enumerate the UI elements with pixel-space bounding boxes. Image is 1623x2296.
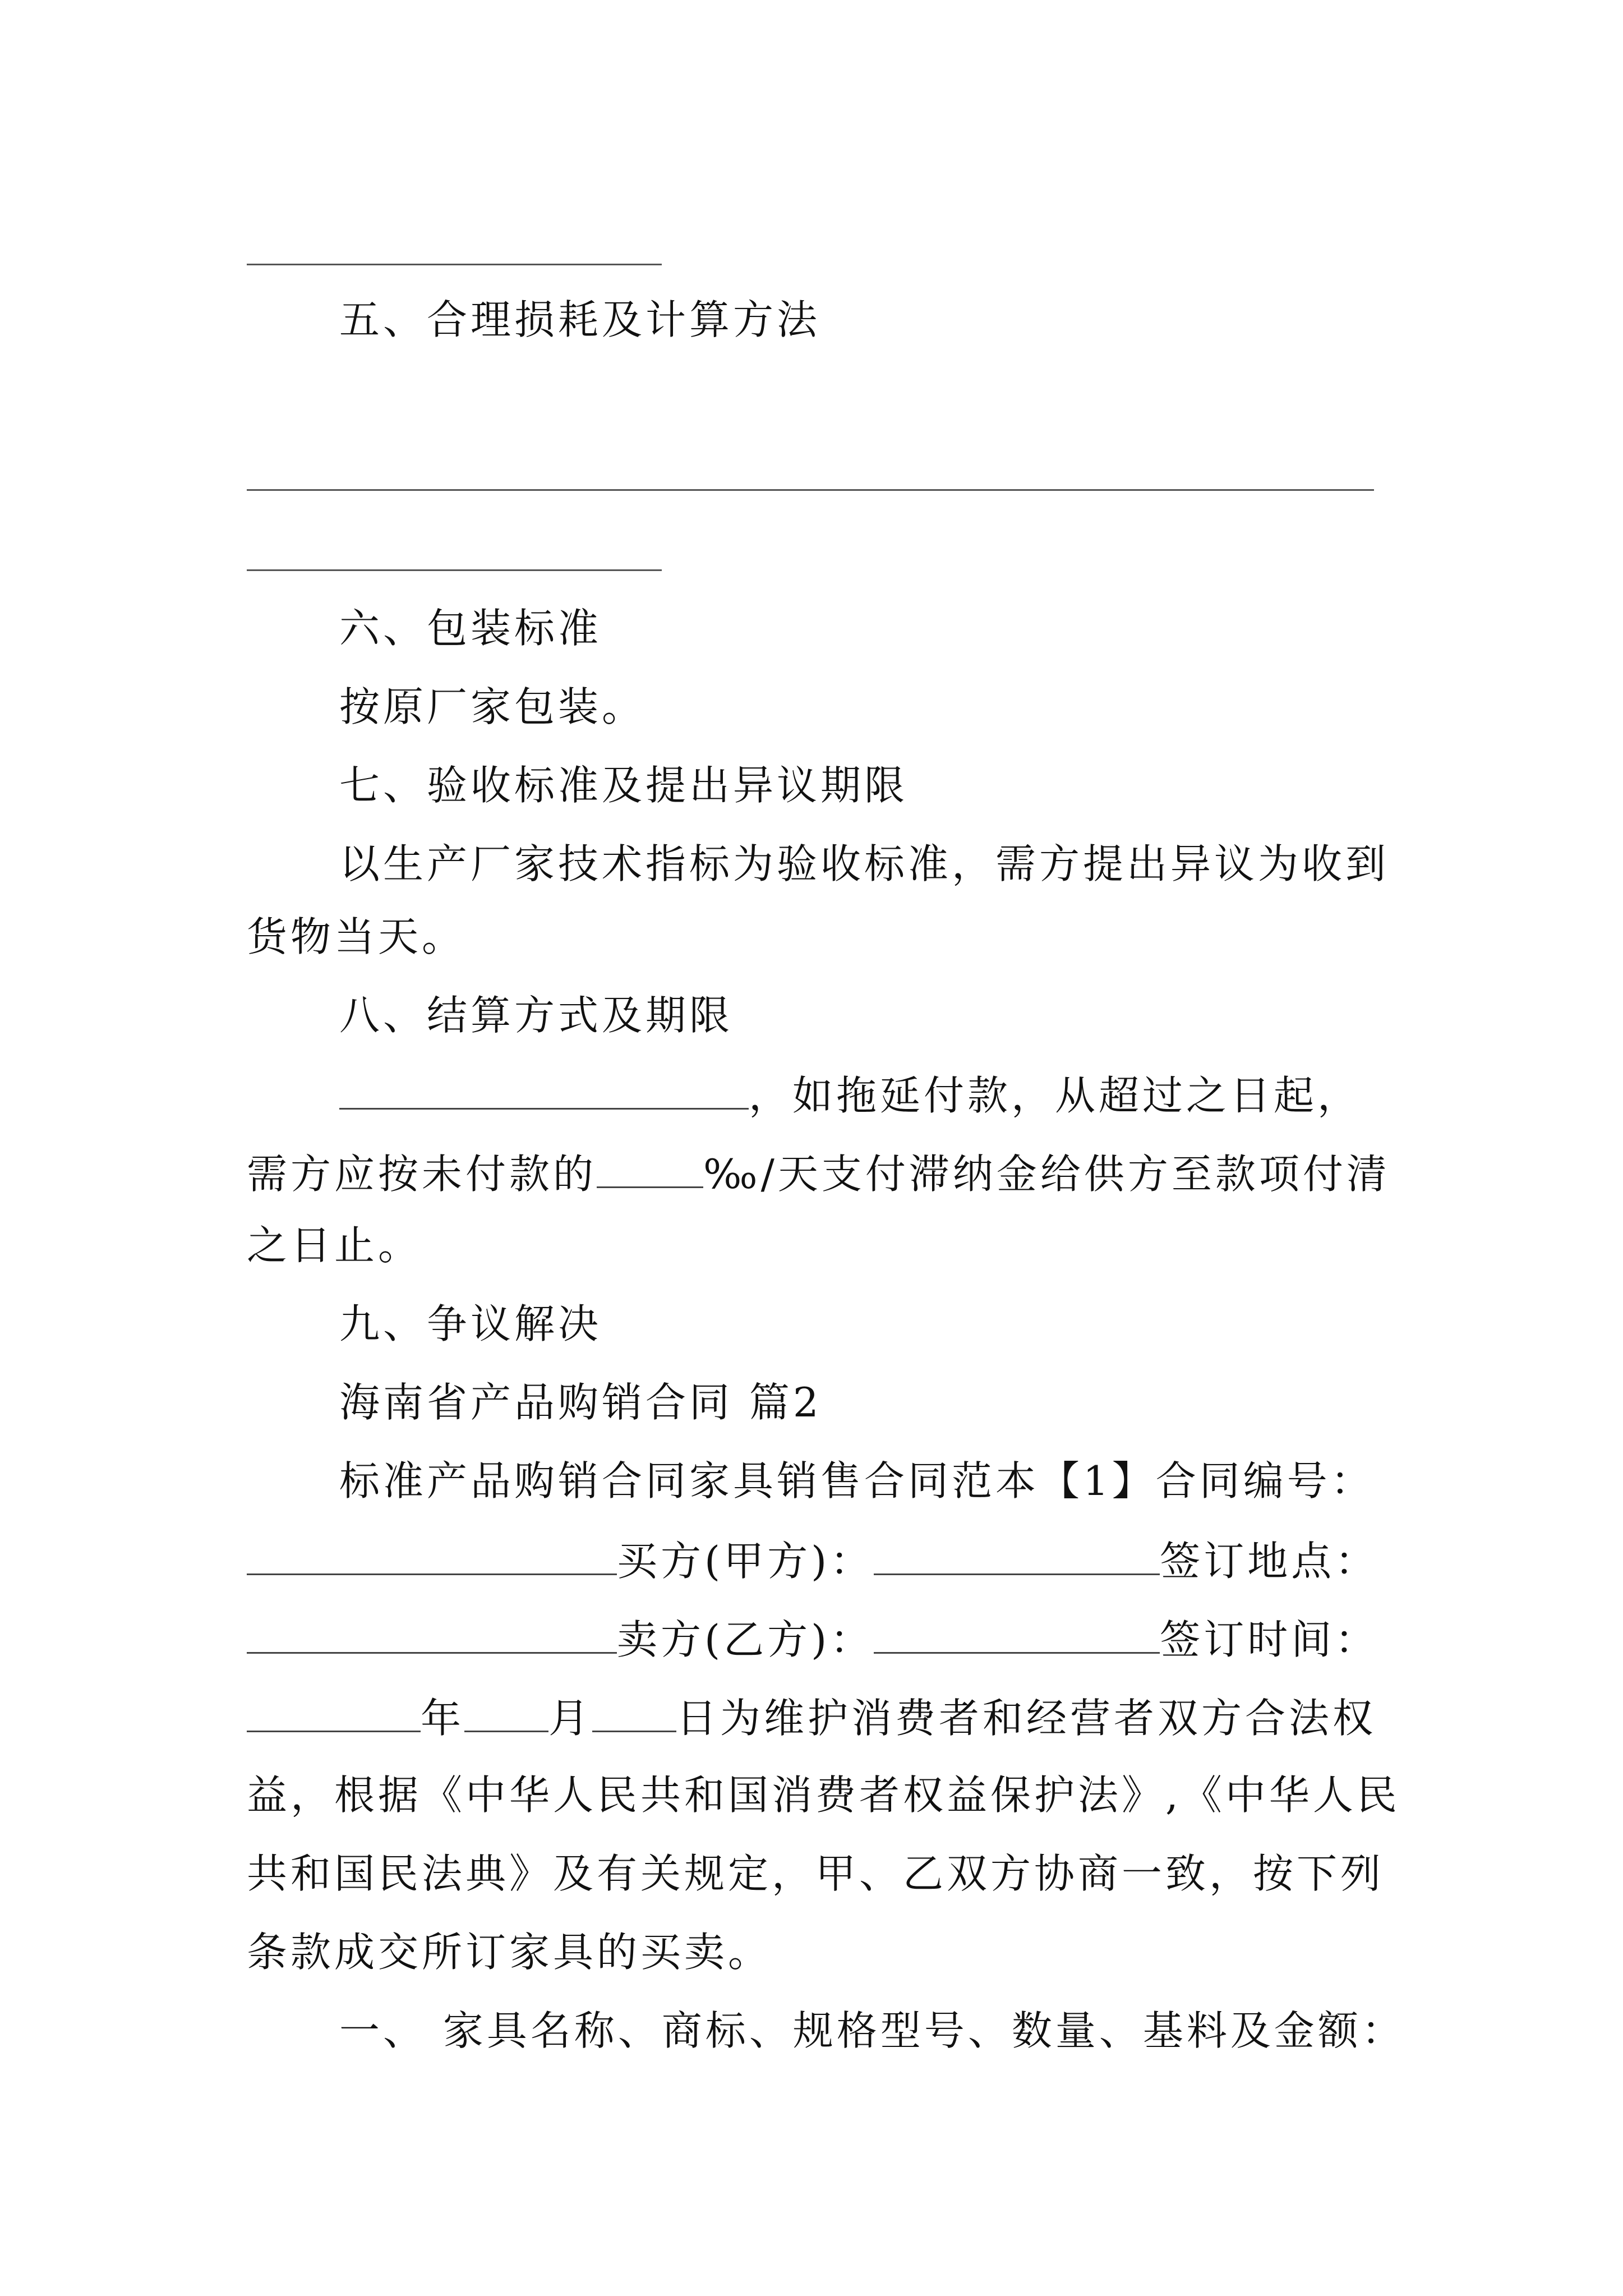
section-8-line-3: 之日止。	[247, 1222, 422, 1269]
payment-method-blank[interactable]	[339, 1069, 749, 1110]
buyer-name-blank[interactable]	[874, 1534, 1160, 1575]
section-7-heading: 七、验收标准及提出异议期限	[339, 762, 909, 809]
paragraph-line-3: 共和国民法典》及有关规定，甲、乙双方协商一致，按下列	[247, 1850, 1385, 1897]
section-6-text: 按原厂家包装。	[339, 683, 646, 730]
seller-label: 卖方(乙方)：	[617, 1616, 874, 1663]
buyer-line	[247, 1534, 1378, 1586]
year-label: 年	[421, 1695, 465, 1742]
section-7-text-line-2: 货物当天。	[247, 913, 466, 960]
section-5-heading: 五、合理损耗及计算方法	[339, 296, 821, 343]
day-blank[interactable]	[592, 1691, 676, 1732]
date-line	[247, 1691, 1376, 1743]
contract-number-blank[interactable]	[247, 1534, 617, 1575]
section-8-line-2	[247, 1147, 1390, 1199]
seller-name-blank[interactable]	[874, 1613, 1160, 1654]
blank-line	[247, 264, 662, 265]
month-label: 月	[548, 1695, 593, 1742]
sign-place-label: 签订地点：	[1160, 1538, 1379, 1585]
penalty-rate-blank[interactable]	[597, 1147, 703, 1188]
month-blank[interactable]	[464, 1691, 548, 1732]
section-9-heading: 九、争议解决	[339, 1300, 602, 1347]
seller-line	[247, 1613, 1378, 1665]
section-8-line-1-text: ，如拖延付款，从超过之日起，	[749, 1072, 1362, 1119]
section-6-heading: 六、包装标准	[339, 605, 602, 652]
section-8-line-2-text-b: ‰/天支付滞纳金给供方至款项付清	[703, 1151, 1390, 1198]
item-1-heading: 一、 家具名称、商标、规格型号、数量、基料及金额：	[339, 2007, 1405, 2054]
paragraph-line-4: 条款成交所订家具的买卖。	[247, 1929, 772, 1976]
section-8-heading: 八、结算方式及期限	[339, 992, 734, 1039]
buyer-label: 买方(甲方)：	[617, 1538, 874, 1585]
section-8-line-2-text-a: 需方应按未付款的	[247, 1151, 597, 1198]
paragraph-line-2: 益，根据《中华人民共和国消费者权益保护法》,《中华人民	[247, 1772, 1400, 1819]
year-blank[interactable]	[247, 1691, 421, 1732]
sign-place-blank[interactable]	[247, 1613, 617, 1654]
section-8-line-1	[339, 1069, 1361, 1121]
sign-time-label: 签订时间：	[1160, 1616, 1379, 1663]
blank-line	[247, 489, 1374, 491]
contract-intro: 标准产品购销合同家具销售合同范本【1】合同编号：	[339, 1457, 1375, 1504]
day-text: 日为维护消费者和经营者双方合法权	[676, 1695, 1377, 1742]
section-7-text-line-1: 以生产厂家技术指标为验收标准，需方提出异议为收到	[339, 840, 1390, 887]
blank-line	[247, 569, 662, 571]
contract-2-title: 海南省产品购销合同 篇2	[339, 1379, 822, 1426]
